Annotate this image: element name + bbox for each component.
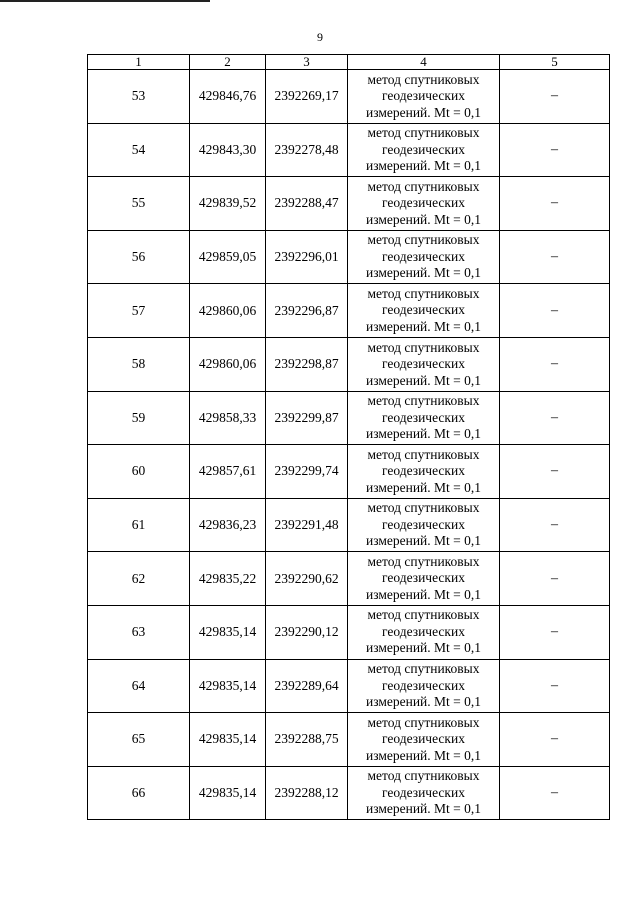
method-line: геодезических	[382, 784, 465, 800]
column-header: 5	[500, 55, 610, 70]
point-number-cell: 55	[88, 177, 190, 231]
y-coordinate-cell: 2392299,87	[266, 391, 348, 445]
x-coordinate-cell: 429860,06	[190, 337, 266, 391]
table-row	[88, 552, 610, 606]
method-line: метод спутниковых	[367, 125, 480, 141]
method-cell	[348, 713, 500, 767]
method-cell	[348, 337, 500, 391]
method-cell	[348, 605, 500, 659]
note-cell: –	[500, 445, 610, 499]
y-coordinate-cell: 2392289,64	[266, 659, 348, 713]
point-number-cell: 64	[88, 659, 190, 713]
point-number-cell: 60	[88, 445, 190, 499]
coordinates-table	[87, 54, 610, 820]
method-line: геодезических	[382, 195, 465, 211]
point-number-cell: 56	[88, 230, 190, 284]
method-cell	[348, 123, 500, 177]
table-body	[88, 70, 610, 820]
note-cell: –	[500, 337, 610, 391]
method-line: измерений. Mt = 0,1	[365, 586, 482, 602]
x-coordinate-cell: 429835,14	[190, 713, 266, 767]
method-cell	[348, 70, 500, 124]
method-line: геодезических	[382, 356, 465, 372]
page-number: 9	[317, 30, 323, 44]
method-line: измерений. Mt = 0,1	[365, 426, 482, 442]
point-number-cell: 62	[88, 552, 190, 606]
method-line: метод спутниковых	[367, 446, 480, 462]
method-line: измерений. Mt = 0,1	[365, 747, 482, 763]
method-line: метод спутниковых	[367, 553, 480, 569]
table-row	[88, 713, 610, 767]
table-row	[88, 391, 610, 445]
x-coordinate-cell: 429839,52	[190, 177, 266, 231]
table-row	[88, 766, 610, 820]
method-line: измерений. Mt = 0,1	[365, 801, 482, 817]
method-line: измерений. Mt = 0,1	[365, 372, 482, 388]
table-row	[88, 337, 610, 391]
method-cell	[348, 659, 500, 713]
method-line: измерений. Mt = 0,1	[365, 104, 482, 120]
note-cell: –	[500, 498, 610, 552]
method-line: измерений. Mt = 0,1	[365, 158, 482, 174]
method-line: геодезических	[382, 141, 465, 157]
table-row	[88, 177, 610, 231]
note-cell: –	[500, 391, 610, 445]
x-coordinate-cell: 429836,23	[190, 498, 266, 552]
method-line: измерений. Mt = 0,1	[365, 479, 482, 495]
method-cell	[348, 552, 500, 606]
method-line: геодезических	[382, 677, 465, 693]
method-line: измерений. Mt = 0,1	[365, 694, 482, 710]
table-row	[88, 659, 610, 713]
method-cell	[348, 445, 500, 499]
note-cell: –	[500, 70, 610, 124]
method-line: измерений. Mt = 0,1	[365, 640, 482, 656]
note-cell: –	[500, 230, 610, 284]
method-line: метод спутниковых	[367, 714, 480, 730]
point-number-cell: 58	[88, 337, 190, 391]
method-line: метод спутниковых	[367, 607, 480, 623]
y-coordinate-cell: 2392296,87	[266, 284, 348, 338]
x-coordinate-cell: 429860,06	[190, 284, 266, 338]
method-line: геодезических	[382, 302, 465, 318]
table-row	[88, 445, 610, 499]
method-line: измерений. Mt = 0,1	[365, 211, 482, 227]
y-coordinate-cell: 2392288,12	[266, 766, 348, 820]
method-line: измерений. Mt = 0,1	[365, 533, 482, 549]
table-row	[88, 230, 610, 284]
x-coordinate-cell: 429835,14	[190, 605, 266, 659]
y-coordinate-cell: 2392299,74	[266, 445, 348, 499]
x-coordinate-cell: 429846,76	[190, 70, 266, 124]
method-line: метод спутниковых	[367, 232, 480, 248]
x-coordinate-cell: 429857,61	[190, 445, 266, 499]
method-line: метод спутниковых	[367, 768, 480, 784]
point-number-cell: 63	[88, 605, 190, 659]
method-line: метод спутниковых	[367, 661, 480, 677]
method-line: метод спутниковых	[367, 393, 480, 409]
method-line: метод спутниковых	[367, 178, 480, 194]
point-number-cell: 65	[88, 713, 190, 767]
y-coordinate-cell: 2392296,01	[266, 230, 348, 284]
x-coordinate-cell: 429858,33	[190, 391, 266, 445]
y-coordinate-cell: 2392291,48	[266, 498, 348, 552]
method-line: геодезических	[382, 516, 465, 532]
method-line: геодезических	[382, 623, 465, 639]
method-line: геодезических	[382, 409, 465, 425]
point-number-cell: 57	[88, 284, 190, 338]
method-line: измерений. Mt = 0,1	[365, 265, 482, 281]
method-cell	[348, 766, 500, 820]
point-number-cell: 53	[88, 70, 190, 124]
note-cell: –	[500, 713, 610, 767]
note-cell: –	[500, 284, 610, 338]
method-line: метод спутниковых	[367, 500, 480, 516]
column-header: 3	[266, 55, 348, 70]
method-line: геодезических	[382, 570, 465, 586]
note-cell: –	[500, 659, 610, 713]
table-row	[88, 498, 610, 552]
top-rule	[0, 0, 210, 2]
method-cell	[348, 498, 500, 552]
method-line: метод спутниковых	[367, 71, 480, 87]
x-coordinate-cell: 429859,05	[190, 230, 266, 284]
method-line: геодезических	[382, 731, 465, 747]
x-coordinate-cell: 429835,22	[190, 552, 266, 606]
y-coordinate-cell: 2392288,75	[266, 713, 348, 767]
table-row	[88, 605, 610, 659]
table-row	[88, 70, 610, 124]
column-header: 4	[348, 55, 500, 70]
y-coordinate-cell: 2392269,17	[266, 70, 348, 124]
table-header-row	[88, 55, 610, 70]
y-coordinate-cell: 2392290,12	[266, 605, 348, 659]
table-row	[88, 284, 610, 338]
note-cell: –	[500, 552, 610, 606]
y-coordinate-cell: 2392298,87	[266, 337, 348, 391]
note-cell: –	[500, 766, 610, 820]
method-line: геодезических	[382, 88, 465, 104]
method-cell	[348, 284, 500, 338]
method-cell	[348, 391, 500, 445]
method-line: измерений. Mt = 0,1	[365, 318, 482, 334]
method-cell	[348, 177, 500, 231]
column-header: 1	[88, 55, 190, 70]
x-coordinate-cell: 429835,14	[190, 766, 266, 820]
point-number-cell: 54	[88, 123, 190, 177]
column-header: 2	[190, 55, 266, 70]
point-number-cell: 66	[88, 766, 190, 820]
point-number-cell: 61	[88, 498, 190, 552]
y-coordinate-cell: 2392288,47	[266, 177, 348, 231]
method-cell	[348, 230, 500, 284]
method-line: геодезических	[382, 248, 465, 264]
note-cell: –	[500, 123, 610, 177]
y-coordinate-cell: 2392278,48	[266, 123, 348, 177]
point-number-cell: 59	[88, 391, 190, 445]
method-line: геодезических	[382, 463, 465, 479]
y-coordinate-cell: 2392290,62	[266, 552, 348, 606]
note-cell: –	[500, 177, 610, 231]
method-line: метод спутниковых	[367, 285, 480, 301]
table-row	[88, 123, 610, 177]
x-coordinate-cell: 429835,14	[190, 659, 266, 713]
x-coordinate-cell: 429843,30	[190, 123, 266, 177]
note-cell: –	[500, 605, 610, 659]
method-line: метод спутниковых	[367, 339, 480, 355]
